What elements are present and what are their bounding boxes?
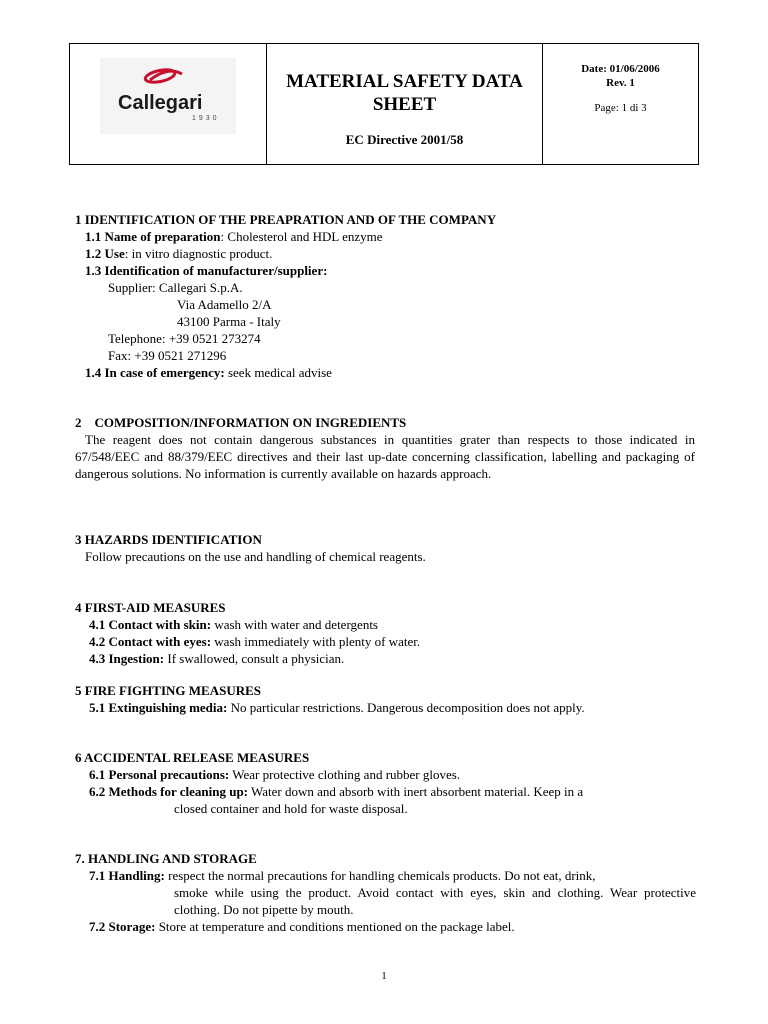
manufacturer-heading: 1.3 Identification of manufacturer/supplier: [85,263,328,278]
page-indicator: Page: 1 di 3 [594,102,647,114]
section-3-heading: 3 HAZARDS IDENTIFICATION [75,532,262,547]
page-number: 1 [381,970,387,982]
supplier-name: Supplier: Callegari S.p.A. [108,280,243,295]
supplier-telephone: Telephone: +39 0521 273274 [108,331,261,346]
document-subtitle: EC Directive 2001/58 [345,132,464,147]
storage: 7.2 Storage: Store at temperature and conditions mentioned on the package label. [89,919,515,934]
handling-continued: smoke while using the product. Avoid contact with eyes, skin and clothing. Wear protective clothing. Do not pipette by mouth. [174,885,696,917]
document-date: Date: 01/06/2006 [581,63,660,75]
methods-for-cleaning-up: 6.2 Methods for cleaning up: Water down and absorb with inert absorbent material. Keep in a [89,784,584,799]
use: 1.2 Use: in vitro diagnostic product. [85,246,273,261]
section-2-text: The reagent does not contain dangerous substances in quantities grater than respects to those indicated in 67/548/EEC and 88/379/EEC directives and their last up-date concerning classification, labelling and packaging of dangerous solutions. No information is currently available on hazards approach. [75,432,695,481]
document-revision: Rev. 1 [606,77,635,89]
svg-text:1930: 1930 [192,115,220,122]
section-7-heading: 7. HANDLING AND STORAGE [75,851,257,866]
personal-precautions: 6.1 Personal precautions: Wear protective clothing and rubber gloves. [89,767,461,782]
supplier-address-2: 43100 Parma - Italy [177,314,281,329]
section-5-heading: 5 FIRE FIGHTING MEASURES [75,683,261,698]
section-1-heading: 1 IDENTIFICATION OF THE PREAPRATION AND OF THE COMPANY [75,212,497,227]
handling: 7.1 Handling: respect the normal precautions for handling chemicals products. Do not eat, drink, [89,868,596,883]
contact-with-eyes: 4.2 Contact with eyes: wash immediately with plenty of water. [89,634,421,649]
section-3-text: Follow precautions on the use and handling of chemical reagents. [85,549,426,564]
section-2-heading: 2 COMPOSITION/INFORMATION ON INGREDIENTS [75,415,407,430]
extinguishing-media: 5.1 Extinguishing media: No particular restrictions. Dangerous decomposition does not apply. [89,700,585,715]
section-6-heading: 6 ACCIDENTAL RELEASE MEASURES [75,750,310,765]
svg-text:Callegari: Callegari [118,92,203,114]
supplier-fax: Fax: +39 0521 271296 [108,348,227,363]
name-of-preparation: 1.1 Name of preparation: Cholesterol and HDL enzyme [85,229,383,244]
ingestion: 4.3 Ingestion: If swallowed, consult a physician. [89,651,345,666]
section-4-heading: 4 FIRST-AID MEASURES [75,600,226,615]
methods-for-cleaning-up-continued: closed container and hold for waste disposal. [174,801,408,816]
document-title: MATERIAL SAFETY DATA SHEET [286,71,523,115]
emergency: 1.4 In case of emergency: seek medical advise [85,365,332,380]
supplier-address-1: Via Adamello 2/A [177,297,272,312]
contact-with-skin: 4.1 Contact with skin: wash with water and detergents [89,617,378,632]
